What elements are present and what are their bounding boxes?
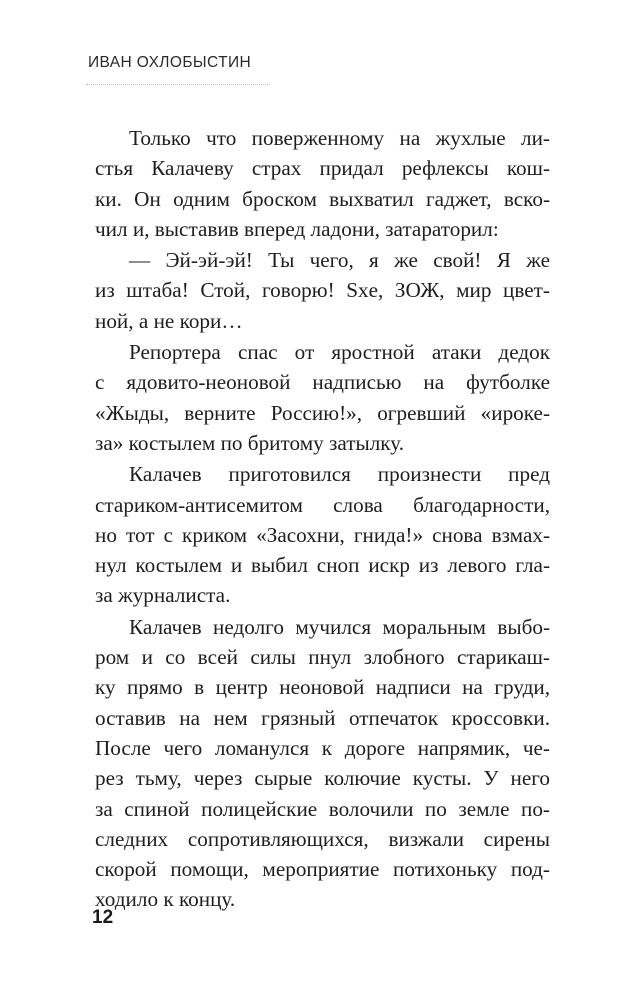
- running-header-author: ИВАН ОХЛОБЫСТИН: [88, 54, 252, 71]
- text-line: Репортера спас от яростной атаки дедок: [129, 340, 550, 365]
- text-line: с ядовито-неоновой надписью на футболке: [95, 370, 550, 395]
- text-line: следних сопротивляющихся, визжали сирены: [95, 826, 550, 851]
- page-number: 12: [92, 907, 114, 928]
- text-line: за» костылем по бритому затылку.: [95, 430, 405, 455]
- text-line: стья Калачеву страх придал рефлексы кош-: [95, 156, 550, 181]
- text-line: скорой помощи, мероприятие потихоньку под-: [95, 857, 550, 882]
- text-line: Калачев приготовился произнести пред: [129, 462, 550, 487]
- text-line: ки. Он одним броском выхватил гаджет, вско-: [95, 186, 550, 211]
- text-line: Калачев недолго мучился моральным выбо-: [129, 614, 550, 639]
- paragraph-1: [95, 123, 550, 244]
- header-rule: [86, 84, 268, 85]
- text-line: за журналиста.: [95, 583, 231, 608]
- text-line: Только что поверженному на жухлые ли-: [129, 126, 550, 150]
- body-text: [95, 123, 550, 916]
- text-line: После чего ломанулся к дороге напрямик, че-: [95, 735, 550, 760]
- text-line: «Жыды, верните Россию!», огревший «ироке-: [95, 400, 550, 425]
- paragraph-5: [95, 612, 550, 915]
- text-line: ром и со всей силы пнул злобного старикаш-: [95, 645, 550, 670]
- text-line: за спиной полицейские волочили по земле по-: [95, 796, 550, 821]
- text-line: чил и, выставив вперед ладони, затараторил:: [95, 216, 499, 241]
- text-line: из штаба! Стой, говорю! Sxe, ЗОЖ, мир цвет-: [95, 278, 550, 303]
- text-line: рез тьму, через сырые колючие кусты. У него: [95, 766, 550, 791]
- text-line: ку прямо в центр неоновой надписи на груди,: [95, 675, 550, 700]
- text-line: стариком-антисемитом слова благодарности,: [95, 492, 550, 517]
- paragraph-3: [95, 337, 550, 458]
- text-line: нул костылем и выбил сноп искр из левого гла-: [95, 553, 550, 578]
- text-line: ной, а не кори…: [95, 308, 243, 333]
- text-line: — Эй-эй-эй! Ты чего, я же свой! Я же: [129, 248, 550, 273]
- paragraph-4: [95, 459, 550, 610]
- text-line: оставив на нем грязный отпечаток кроссовки.: [95, 705, 550, 730]
- text-line: но тот с криком «Засохни, гнида!» снова взмах-: [95, 522, 550, 547]
- text-line: ходило к концу.: [95, 887, 236, 912]
- paragraph-2: [95, 245, 550, 336]
